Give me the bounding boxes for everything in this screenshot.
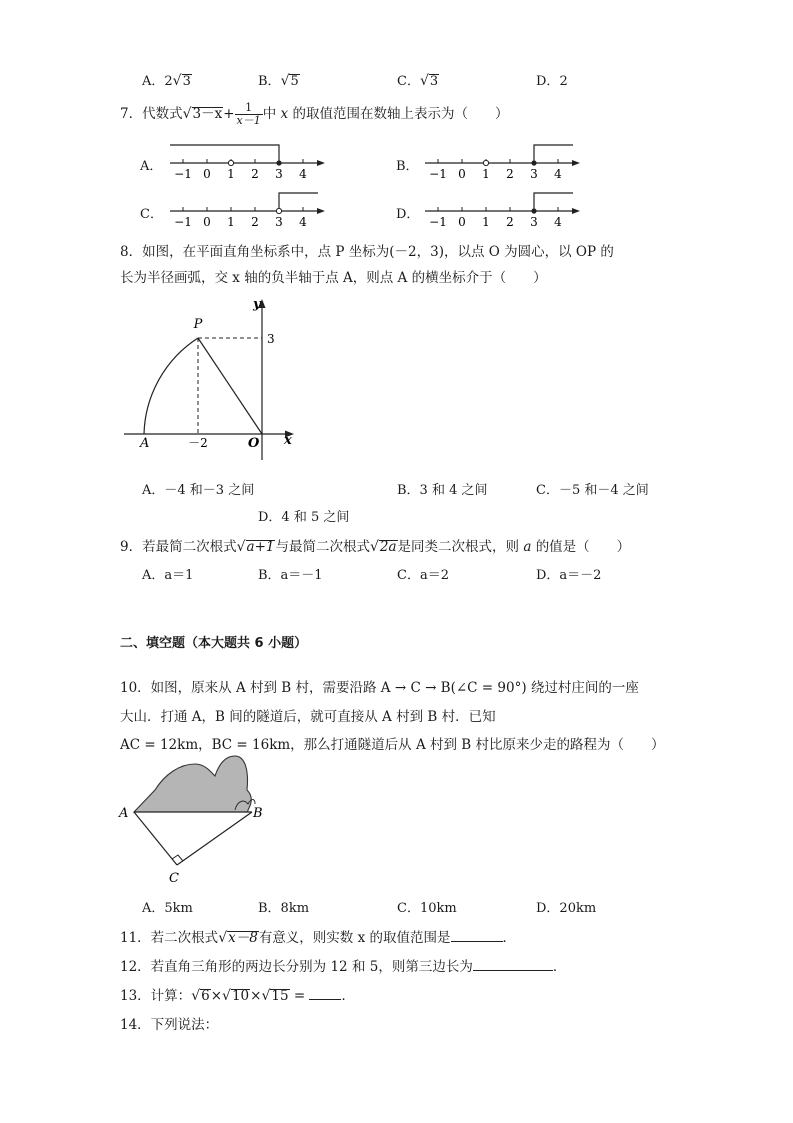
q9-option-b: B．a＝－1 bbox=[258, 568, 323, 583]
tick-label: 2 bbox=[506, 215, 514, 229]
tick-label: 3 bbox=[530, 215, 538, 229]
q10-option-d: D．20km bbox=[536, 901, 597, 916]
q8-stem-line1: 8．如图，在平面直角坐标系中，点 P 坐标为(－2，3)，以点 O 为圆心，以 OP 的 bbox=[120, 244, 614, 260]
q8-option-d: D．4 和 5 之间 bbox=[258, 510, 350, 525]
q6-option-b: B．√5 bbox=[258, 73, 299, 89]
tick-label: 3 bbox=[530, 167, 538, 181]
q11-stem: 11．若二次根式√x－8有意义，则实数 x 的取值范围是 ． bbox=[120, 930, 517, 946]
number-line-c bbox=[165, 186, 330, 232]
q9-option-d: D．a＝－2 bbox=[536, 568, 602, 583]
q10-option-a: A．5km bbox=[142, 901, 193, 916]
point-a-label: A bbox=[140, 436, 150, 451]
q9-option-a: A．a＝1 bbox=[142, 568, 194, 583]
q6-option-a: A．2√3 bbox=[142, 73, 191, 89]
tick-label: 2 bbox=[251, 215, 259, 229]
section-heading: 二、填空题（本大题共 6 小题） bbox=[120, 636, 308, 651]
tick-label: 0 bbox=[458, 167, 466, 181]
point-p-label: P bbox=[193, 317, 203, 332]
tick-label: 1 bbox=[482, 215, 490, 229]
tick-label: 0 bbox=[458, 215, 466, 229]
tick-label: 2 bbox=[251, 167, 259, 181]
q14-stem: 14．下列说法： bbox=[120, 1017, 219, 1033]
q7-fraction: $\frac{1}{x-1}$ bbox=[236, 101, 261, 127]
tick-label: 2 bbox=[506, 167, 514, 181]
tick-label: 3 bbox=[275, 215, 283, 229]
answer-blank[interactable] bbox=[309, 987, 341, 1000]
tick-label: 4 bbox=[554, 215, 562, 229]
tick-label: −1 bbox=[429, 215, 447, 229]
origin-label: O bbox=[248, 436, 260, 451]
point-a-label: A bbox=[119, 806, 129, 821]
tick-label: −1 bbox=[174, 215, 192, 229]
number-line-a bbox=[165, 138, 330, 184]
tick-label: 0 bbox=[203, 167, 211, 181]
answer-blank[interactable] bbox=[473, 958, 553, 971]
q7-stem: 7．代数式√3－x+ $\frac{1}{x-1}$ 中 x 的取值范围在数轴上表示为（ ） bbox=[120, 101, 509, 127]
q10-option-c: C．10km bbox=[397, 901, 457, 916]
q13-stem: 13．计算：√6×√10×√15 = ． bbox=[120, 988, 355, 1004]
tick-label: 1 bbox=[227, 167, 235, 181]
q7-option-b-label: B． bbox=[396, 159, 419, 174]
tick-label: 4 bbox=[299, 215, 307, 229]
tick-label: 1 bbox=[482, 167, 490, 181]
x-axis-label: x bbox=[284, 433, 292, 448]
q8-stem-line2: 长为半径画弧，交 x 轴的负半轴于点 A，则点 A 的横坐标介于（ ） bbox=[120, 270, 547, 286]
q8-option-b: B．3 和 4 之间 bbox=[397, 483, 488, 498]
q9-stem: 9．若最简二次根式√a+1与最简二次根式√2a是同类二次根式，则 a 的值是（ ） bbox=[120, 539, 631, 555]
answer-blank[interactable] bbox=[451, 929, 503, 942]
point-c-label: C bbox=[169, 871, 179, 886]
q8-option-c: C．－5 和－4 之间 bbox=[536, 483, 649, 498]
q10-stem-line1: 10．如图，原来从 A 村到 B 村，需要沿路 A → C → B(∠C = 90°) 绕过村庄间的一座 bbox=[120, 680, 639, 696]
q8-figure bbox=[118, 292, 308, 464]
q10-option-b: B．8km bbox=[258, 901, 310, 916]
q7-option-c-label: C． bbox=[140, 207, 163, 222]
tick-label: −1 bbox=[174, 167, 192, 181]
y-axis-label: y bbox=[253, 297, 261, 312]
tick-label: 4 bbox=[299, 167, 307, 181]
q8-option-a: A．－4 和－3 之间 bbox=[142, 483, 255, 498]
point-b-label: B bbox=[253, 806, 263, 821]
number-line-b bbox=[420, 138, 585, 184]
x-value-label: －2 bbox=[188, 436, 208, 450]
q10-figure bbox=[115, 752, 275, 887]
tick-label: 0 bbox=[203, 215, 211, 229]
y-value-label: 3 bbox=[267, 332, 275, 346]
q6-option-c: C．√3 bbox=[397, 73, 439, 89]
tick-label: 4 bbox=[554, 167, 562, 181]
q9-option-c: C．a＝2 bbox=[397, 568, 449, 583]
q7-option-a-label: A． bbox=[140, 159, 163, 174]
tick-label: 1 bbox=[227, 215, 235, 229]
q10-stem-line2: 大山．打通 A，B 间的隧道后，就可直接从 A 村到 B 村．已知 bbox=[120, 709, 496, 725]
q6-option-d: D．2 bbox=[536, 74, 568, 89]
tick-label: 3 bbox=[275, 167, 283, 181]
q12-stem: 12．若直角三角形的两边长分别为 12 和 5，则第三边长为 ． bbox=[120, 959, 567, 975]
number-line-d bbox=[420, 186, 585, 232]
q7-option-d-label: D． bbox=[396, 207, 420, 222]
q10-stem-line3: AC = 12km，BC = 16km，那么打通隧道后从 A 村到 B 村比原来少走的路程为（ ） bbox=[120, 737, 665, 753]
tick-label: −1 bbox=[429, 167, 447, 181]
